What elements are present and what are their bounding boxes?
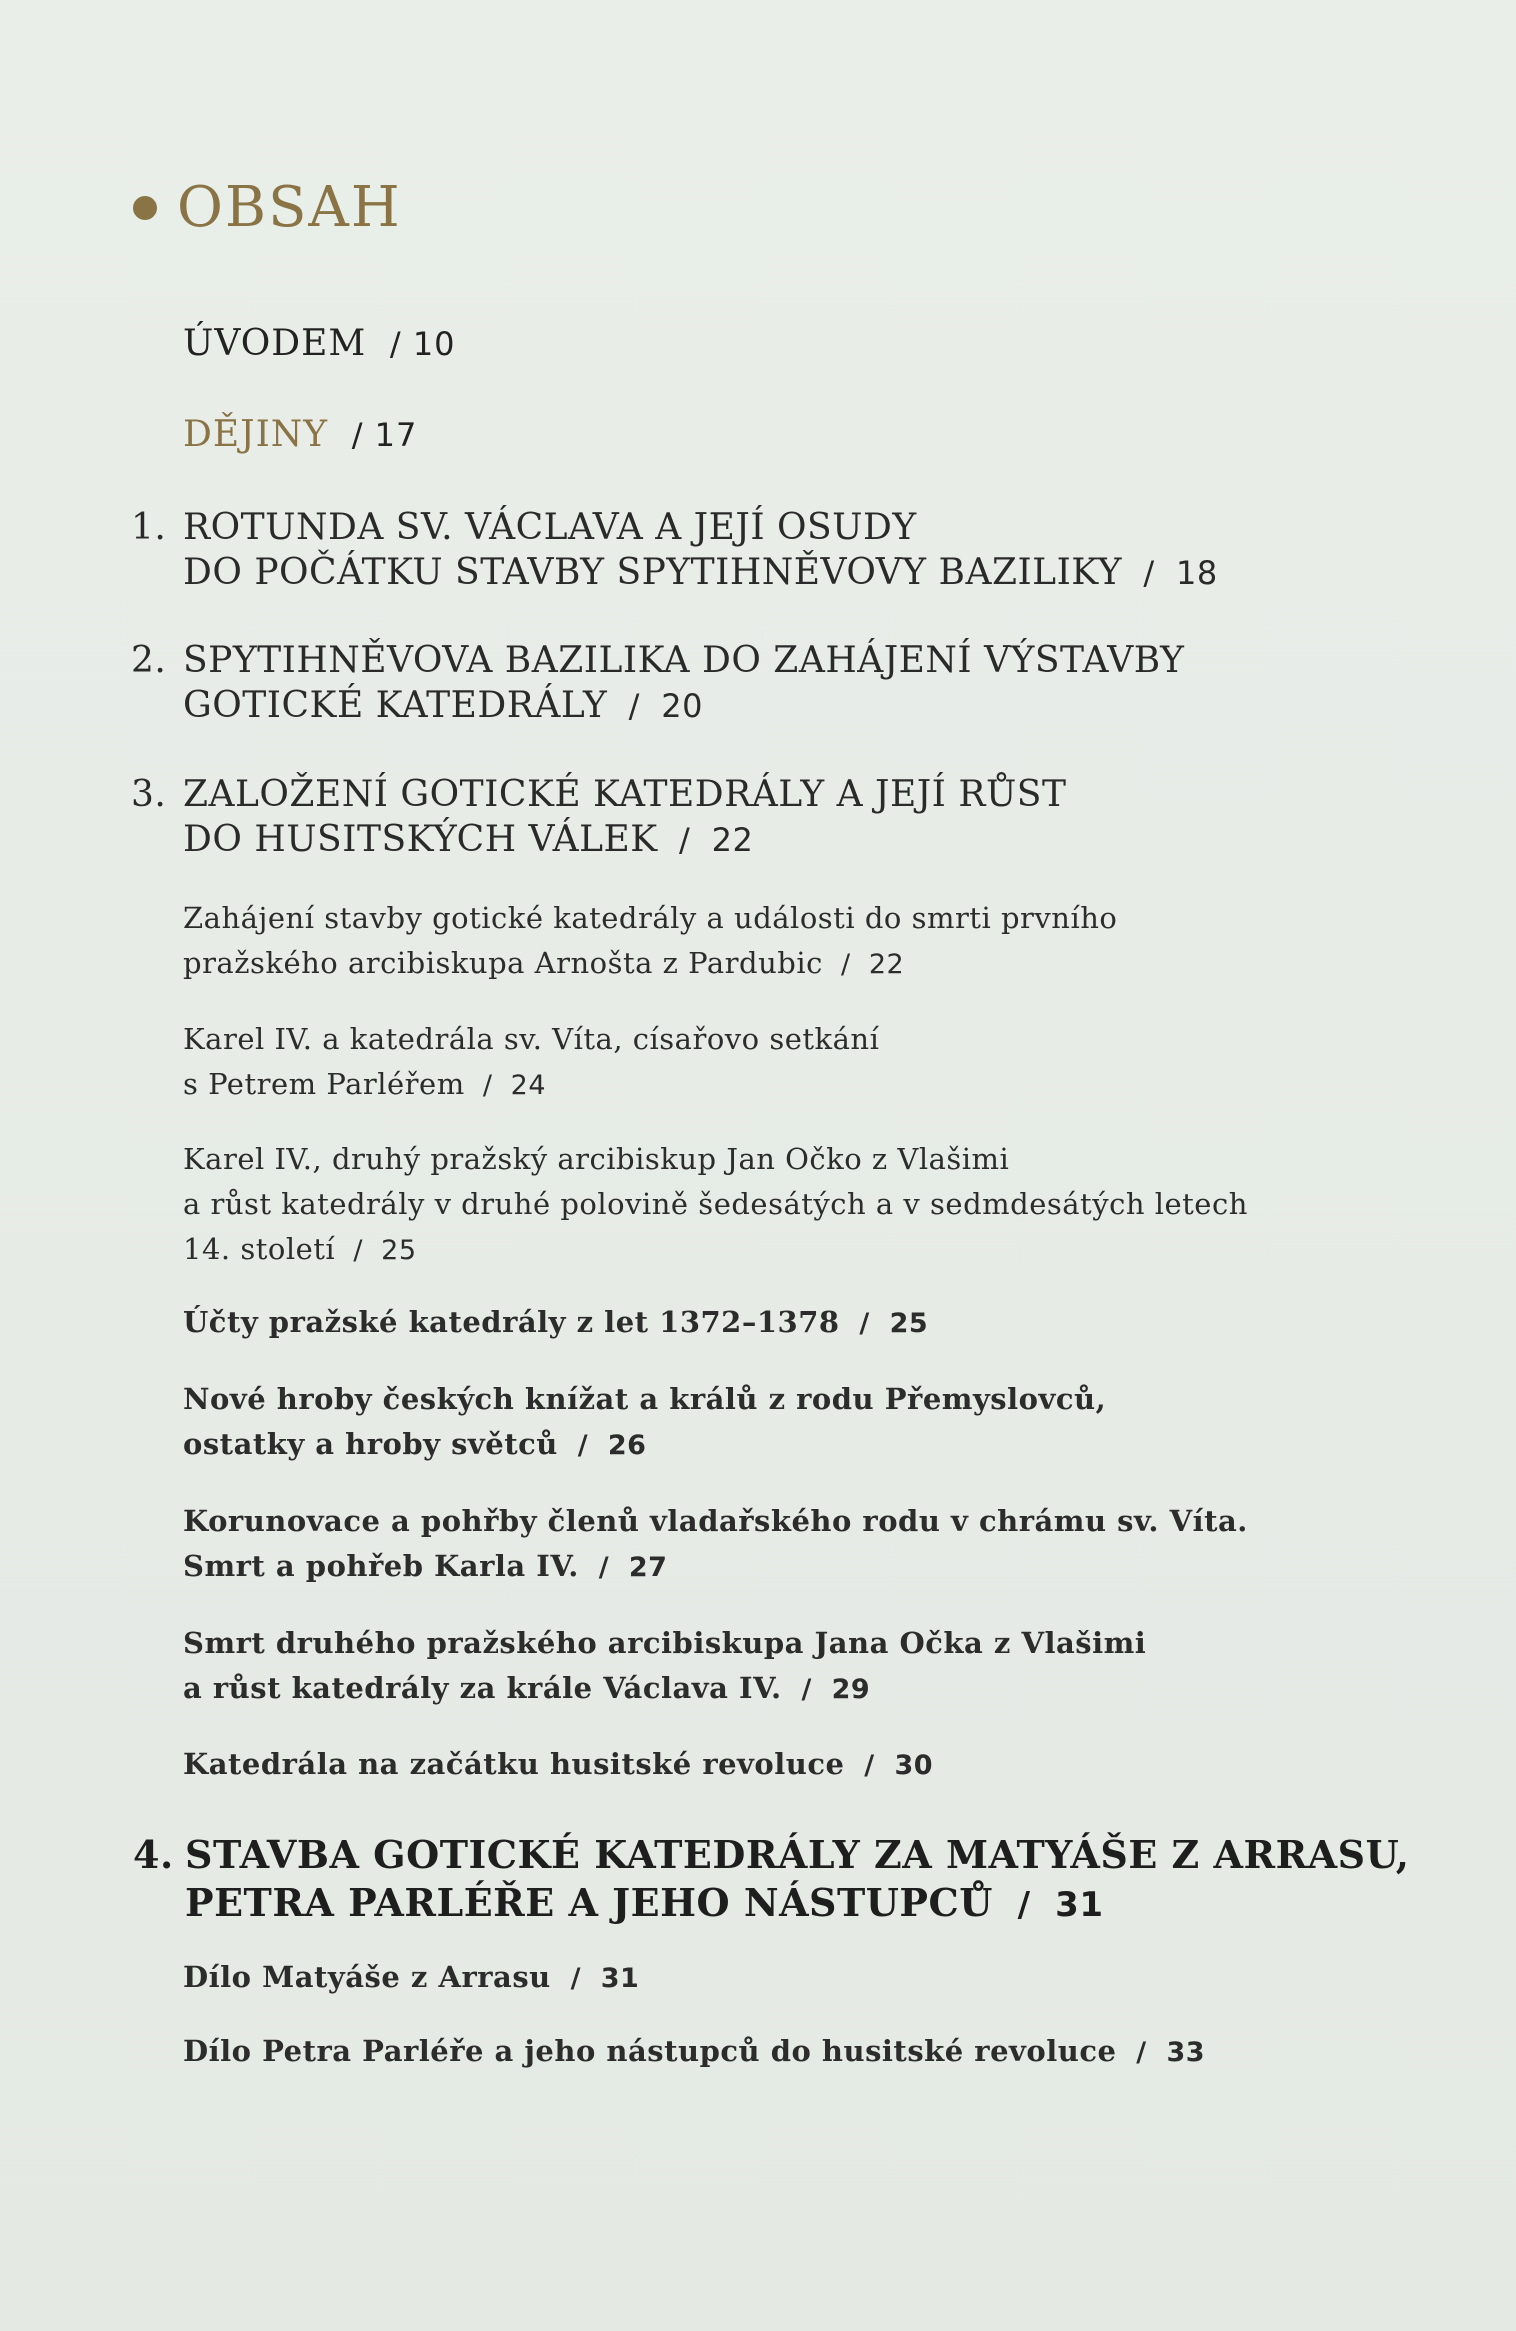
chapter-sep: / [1017,1885,1031,1925]
bullet-icon [133,196,157,220]
subentry[interactable] [183,1621,1146,1712]
subentry-line: Karel IV. a katedrála sv. Víta, císařovo setkání [183,1022,880,1056]
subentry-line: a růst katedrály za krále Václava IV. [183,1671,782,1705]
chapter-title-line: ROTUNDA SV. VÁCLAVA A JEJÍ OSUDY [183,507,917,548]
chapter-3[interactable] [131,772,1067,863]
subentry-line: pražského arcibiskupa Arnošta z Pardubic [183,946,823,980]
chapter-sep: / [628,687,640,725]
subentry-page: 26 [607,1430,647,1461]
chapter-sep: / [679,821,691,859]
subentry-sep: / [577,1430,589,1461]
subentry-page: 30 [894,1750,934,1781]
chapter-number: 3. [131,774,167,815]
subentry-line: Smrt a pohřeb Karla IV. [183,1549,579,1583]
chapter-4[interactable] [133,1831,1410,1929]
subentry-sep: / [1136,2037,1147,2068]
subentry-page: 25 [889,1308,929,1339]
chapter-title-line: GOTICKÉ KATEDRÁLY [183,685,608,726]
subentry-page: 22 [868,949,905,980]
subentry-sep: / [859,1308,870,1339]
dejiny-title: DĚJINY [183,414,329,455]
subentry-line: a růst katedrály v druhé polovině šedesátých a v sedmdesátých letech [183,1187,1248,1221]
subentry[interactable] [183,1742,933,1788]
chapter-title-line: SPYTIHNĚVOVA BAZILIKA DO ZAHÁJENÍ VÝSTAVBY [183,640,1185,681]
subentry-sep: / [570,1963,581,1994]
chapter-page: 18 [1175,554,1218,592]
subentry-page: 29 [831,1674,871,1705]
subentry-line: Zahájení stavby gotické katedrály a události do smrti prvního [183,901,1118,935]
subentry[interactable] [183,1499,1248,1590]
intro-entry[interactable] [183,322,456,366]
subentry-line: Dílo Matyáše z Arrasu [183,1960,551,1994]
subentry-line: 14. století [183,1232,336,1266]
chapter-page: 31 [1055,1885,1104,1925]
subentry-sep: / [353,1235,363,1266]
subentry[interactable] [183,2029,1205,2075]
subentry-line: Dílo Petra Parléře a jeho nástupců do husitské revoluce [183,2034,1117,2068]
subentry-line: Smrt druhého pražského arcibiskupa Jana Očka z Vlašimi [183,1626,1147,1660]
subentry-sep: / [482,1070,493,1101]
intro-page: 10 [412,325,456,363]
subentry-sep: / [598,1552,610,1583]
subentry-line: Účty pražské katedrály z let 1372–1378 [183,1305,840,1339]
chapter-title-line: PETRA PARLÉŘE A JEHO NÁSTUPCŮ [185,1880,993,1925]
dejiny-sep: / [351,416,364,454]
subentry-line: Nové hroby českých knížat a králů z rodu Přemyslovců, [183,1382,1107,1416]
subentry[interactable] [183,1377,1106,1468]
subentry-line: s Petrem Parléřem [183,1067,465,1101]
chapter-2[interactable] [131,638,1185,729]
chapter-number: 4. [133,1832,174,1877]
subentry-sep: / [864,1750,875,1781]
subentry-line: Karel IV., druhý pražský arcibiskup Jan Očko z Vlašimi [183,1142,1010,1176]
subentry[interactable] [183,1955,639,2001]
subentry[interactable] [183,1300,928,1346]
chapter-1[interactable] [131,505,1218,596]
subentry[interactable] [183,1017,879,1108]
subentry-sep: / [801,1674,812,1705]
dejiny-entry[interactable] [183,413,417,457]
subentry-page: 31 [600,1963,640,1994]
chapter-number: 1. [131,507,167,548]
subentry-line: ostatky a hroby světců [183,1427,558,1461]
heading-title: OBSAH [177,175,402,240]
chapter-title-line: DO HUSITSKÝCH VÁLEK [183,819,658,860]
chapter-title-line: STAVBA GOTICKÉ KATEDRÁLY ZA MATYÁŠE Z ARRASU, [185,1832,1410,1877]
dejiny-page: 17 [374,416,418,454]
subentry[interactable] [183,1137,1248,1273]
chapter-page: 20 [661,687,703,725]
subentry-page: 33 [1166,2037,1206,2068]
subentry-line: Katedrála na začátku husitské revoluce [183,1747,845,1781]
intro-sep: / [389,325,402,363]
subentry-page: 24 [510,1070,547,1101]
subentry-page: 27 [628,1552,668,1583]
chapter-number: 2. [131,640,167,681]
subentry-page: 25 [381,1235,417,1266]
toc-heading [133,175,402,240]
chapter-title-line: ZALOŽENÍ GOTICKÉ KATEDRÁLY A JEJÍ RŮST [183,774,1067,815]
subentry-line: Korunovace a pohřby členů vladařského rodu v chrámu sv. Víta. [183,1504,1248,1538]
intro-title: ÚVODEM [183,323,367,364]
chapter-page: 22 [711,821,754,859]
chapter-title-line: DO POČÁTKU STAVBY SPYTIHNĚVOVY BAZILIKY [183,552,1122,593]
subentry[interactable] [183,896,1117,987]
subentry-sep: / [841,949,851,980]
chapter-sep: / [1143,554,1155,592]
